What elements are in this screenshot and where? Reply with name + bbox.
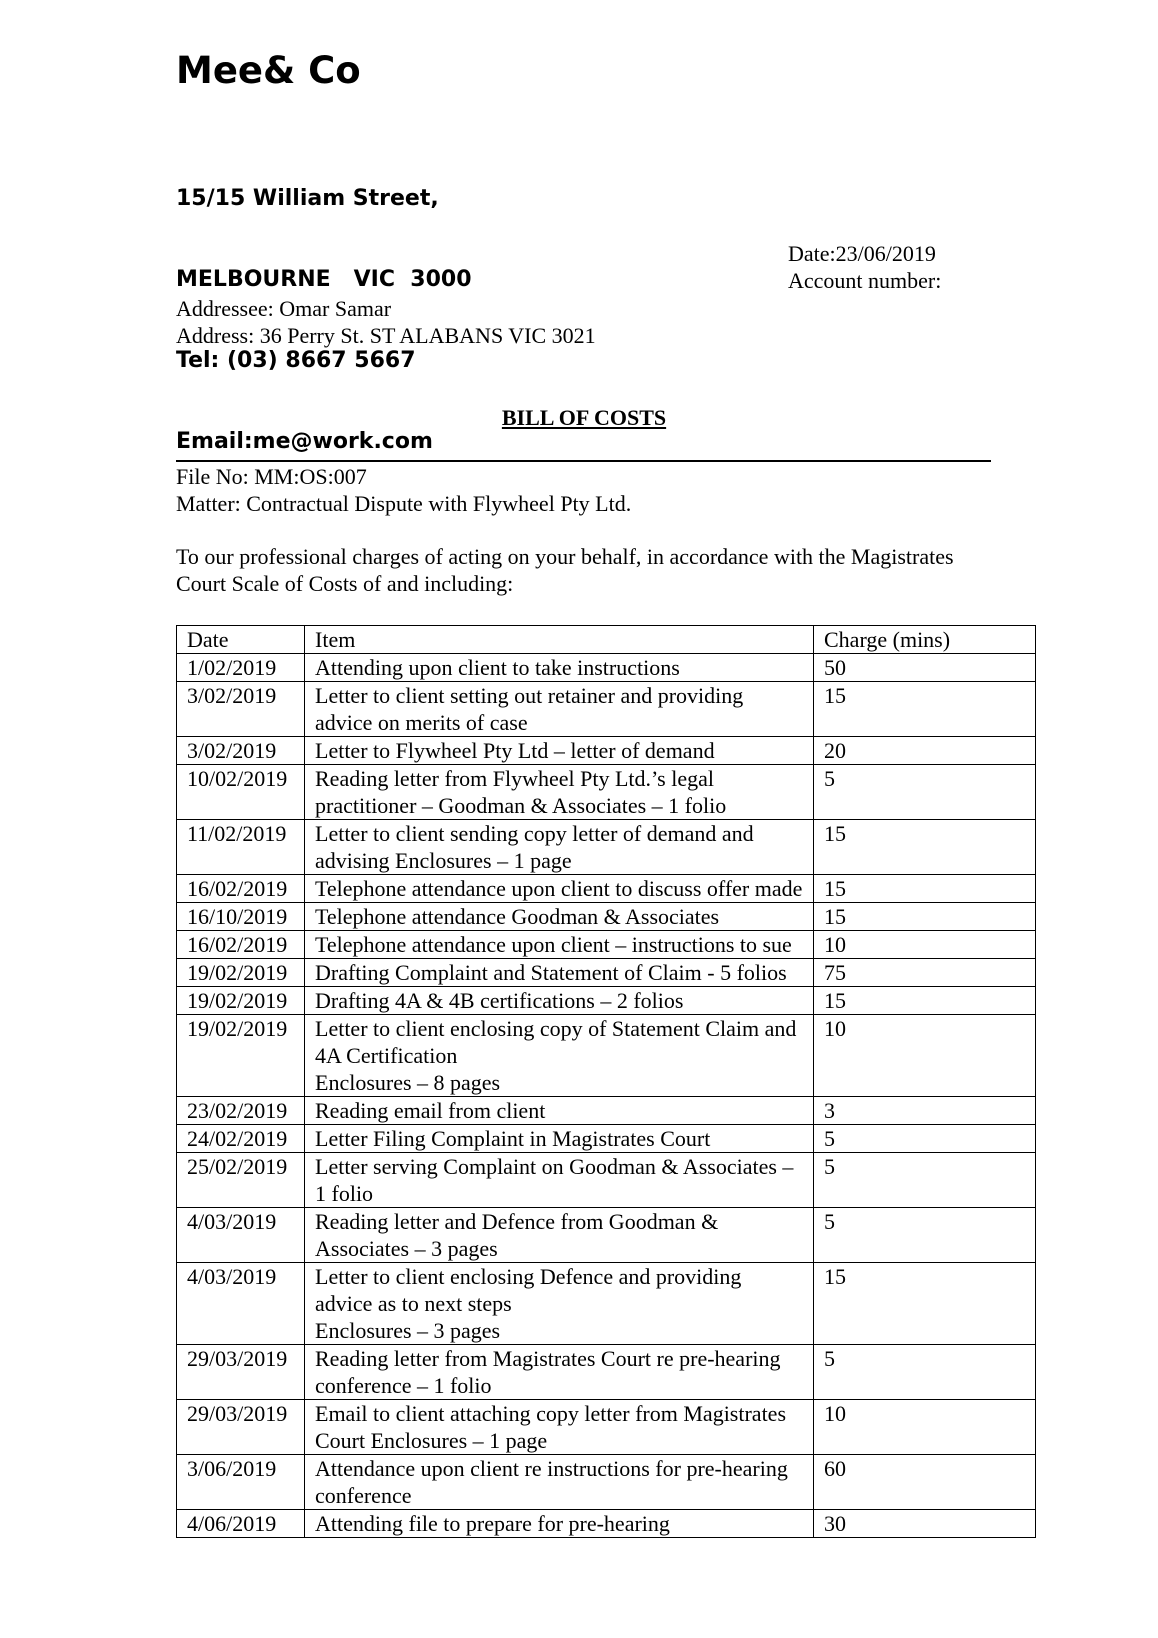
row-item-cell [305, 1125, 814, 1153]
row-date: 16/10/2019 [177, 903, 305, 931]
file-number: File No: MM:OS:007 [176, 464, 367, 489]
matter: Matter: Contractual Dispute with Flywheel Pty Ltd. [176, 491, 632, 516]
row-charge: 60 [814, 1455, 1036, 1510]
row-item: Letter Filing Complaint in Magistrates Court [315, 1126, 711, 1151]
row-item-cell [305, 682, 814, 737]
row-item: Attending file to prepare for pre-hearing [315, 1511, 670, 1536]
row-item-cell [305, 959, 814, 987]
row-date: 4/03/2019 [177, 1263, 305, 1345]
row-item-enclosures: Enclosures – 3 pages [315, 1318, 501, 1343]
table-row [177, 1208, 1036, 1263]
row-date: 4/03/2019 [177, 1208, 305, 1263]
row-date: 29/03/2019 [177, 1400, 305, 1455]
row-charge: 5 [814, 1125, 1036, 1153]
row-date: 10/02/2019 [177, 765, 305, 820]
table-row [177, 1015, 1036, 1097]
row-date: 4/06/2019 [177, 1510, 305, 1538]
row-item-cell [305, 654, 814, 682]
row-item: Letter to Flywheel Pty Ltd – letter of demand [315, 738, 715, 763]
table-row [177, 959, 1036, 987]
row-item: Letter to client sending copy letter of demand and advising Enclosures – 1 page [315, 821, 754, 873]
column-header-charge: Charge (mins) [814, 626, 1036, 654]
row-date: 24/02/2019 [177, 1125, 305, 1153]
row-item: Drafting Complaint and Statement of Claim - 5 folios [315, 960, 787, 985]
row-charge: 3 [814, 1097, 1036, 1125]
row-charge: 5 [814, 765, 1036, 820]
addressee-address: Address: 36 Perry St. ST ALABANS VIC 3021 [176, 323, 596, 348]
row-item: Letter to client enclosing Defence and providing advice as to next steps [315, 1264, 742, 1316]
account-number: Account number: [788, 268, 942, 293]
row-item-enclosures: Enclosures – 8 pages [315, 1070, 501, 1095]
row-charge: 15 [814, 682, 1036, 737]
addressee-name: Addressee: Omar Samar [176, 296, 392, 321]
firm-address-line1: 15/15 William Street, [176, 186, 439, 211]
row-item: Drafting 4A & 4B certifications – 2 folios [315, 988, 684, 1013]
row-item: Telephone attendance upon client to discuss offer made [315, 876, 803, 901]
addressee-block [176, 295, 596, 349]
intro-paragraph: To our professional charges of acting on your behalf, in accordance with the Magistrates Court Scale of Costs of and including: [176, 544, 954, 596]
row-charge: 15 [814, 820, 1036, 875]
row-item: Telephone attendance Goodman & Associates [315, 904, 720, 929]
row-date: 25/02/2019 [177, 1153, 305, 1208]
table-row [177, 1153, 1036, 1208]
table-header-row [177, 626, 1036, 654]
table-row [177, 820, 1036, 875]
table-row [177, 875, 1036, 903]
row-date: 3/02/2019 [177, 737, 305, 765]
row-item: Attending upon client to take instructions [315, 655, 680, 680]
row-date: 3/06/2019 [177, 1455, 305, 1510]
row-item-cell [305, 1015, 814, 1097]
table-row [177, 1263, 1036, 1345]
firm-telephone: Tel: (03) 8667 5667 [176, 348, 416, 373]
costs-table [176, 625, 1036, 1538]
row-item: Reading email from client [315, 1098, 546, 1123]
row-item: Email to client attaching copy letter from Magistrates Court Enclosures – 1 page [315, 1401, 787, 1453]
row-item: Reading letter from Flywheel Pty Ltd.’s legal practitioner – Goodman & Associates – 1 folio [315, 766, 727, 818]
row-charge: 15 [814, 903, 1036, 931]
row-date: 23/02/2019 [177, 1097, 305, 1125]
table-row [177, 1125, 1036, 1153]
table-row [177, 765, 1036, 820]
row-item-cell [305, 1208, 814, 1263]
column-header-date: Date [177, 626, 305, 654]
row-item: Attendance upon client re instructions for pre-hearing conference [315, 1456, 788, 1508]
table-row [177, 987, 1036, 1015]
row-item-cell [305, 1345, 814, 1400]
row-charge: 15 [814, 987, 1036, 1015]
row-charge: 5 [814, 1208, 1036, 1263]
row-charge: 20 [814, 737, 1036, 765]
table-body [177, 654, 1036, 1538]
row-item-cell [305, 737, 814, 765]
row-date: 1/02/2019 [177, 654, 305, 682]
row-date: 11/02/2019 [177, 820, 305, 875]
row-item: Reading letter and Defence from Goodman & Associates – 3 pages [315, 1209, 719, 1261]
row-item-cell [305, 820, 814, 875]
row-charge: 10 [814, 931, 1036, 959]
table-row [177, 1097, 1036, 1125]
row-item-cell [305, 875, 814, 903]
row-item-cell [305, 1400, 814, 1455]
table-row [177, 1510, 1036, 1538]
row-item-cell [305, 1097, 814, 1125]
row-item: Letter to client setting out retainer and providing advice on merits of case [315, 683, 744, 735]
title-divider [176, 460, 991, 462]
row-charge: 10 [814, 1400, 1036, 1455]
table-row [177, 737, 1036, 765]
row-charge: 10 [814, 1015, 1036, 1097]
firm-email: Email:me@work.com [176, 429, 433, 454]
row-item: Letter serving Complaint on Goodman & Associates – 1 folio [315, 1154, 794, 1206]
row-date: 3/02/2019 [177, 682, 305, 737]
row-charge: 75 [814, 959, 1036, 987]
bill-meta [788, 240, 941, 294]
row-item-cell [305, 1263, 814, 1345]
row-charge: 15 [814, 875, 1036, 903]
table-row [177, 1400, 1036, 1455]
document-title: BILL OF COSTS [501, 405, 667, 430]
row-date: 19/02/2019 [177, 959, 305, 987]
table-row [177, 682, 1036, 737]
row-charge: 30 [814, 1510, 1036, 1538]
row-item-cell [305, 765, 814, 820]
row-date: 19/02/2019 [177, 987, 305, 1015]
row-item-cell [305, 1153, 814, 1208]
row-date: 19/02/2019 [177, 1015, 305, 1097]
row-charge: 5 [814, 1153, 1036, 1208]
row-item-cell [305, 1510, 814, 1538]
bill-date: Date:23/06/2019 [788, 241, 936, 266]
table-row [177, 654, 1036, 682]
table-row [177, 903, 1036, 931]
row-date: 16/02/2019 [177, 931, 305, 959]
row-date: 29/03/2019 [177, 1345, 305, 1400]
row-item-cell [305, 987, 814, 1015]
table-row [177, 1455, 1036, 1510]
row-item-cell [305, 903, 814, 931]
column-header-item: Item [305, 626, 814, 654]
file-info [176, 463, 631, 517]
firm-name: Mee& Co [176, 49, 361, 92]
table-row [177, 1345, 1036, 1400]
row-date: 16/02/2019 [177, 875, 305, 903]
row-item-cell [305, 1455, 814, 1510]
row-item: Telephone attendance upon client – instructions to sue [315, 932, 792, 957]
row-charge: 50 [814, 654, 1036, 682]
row-item: Reading letter from Magistrates Court re pre-hearing conference – 1 folio [315, 1346, 781, 1398]
row-item: Letter to client enclosing copy of Statement Claim and 4A Certification [315, 1016, 797, 1068]
row-charge: 5 [814, 1345, 1036, 1400]
firm-address-line2: MELBOURNE VIC 3000 [176, 267, 472, 292]
table-row [177, 931, 1036, 959]
row-item-cell [305, 931, 814, 959]
row-charge: 15 [814, 1263, 1036, 1345]
